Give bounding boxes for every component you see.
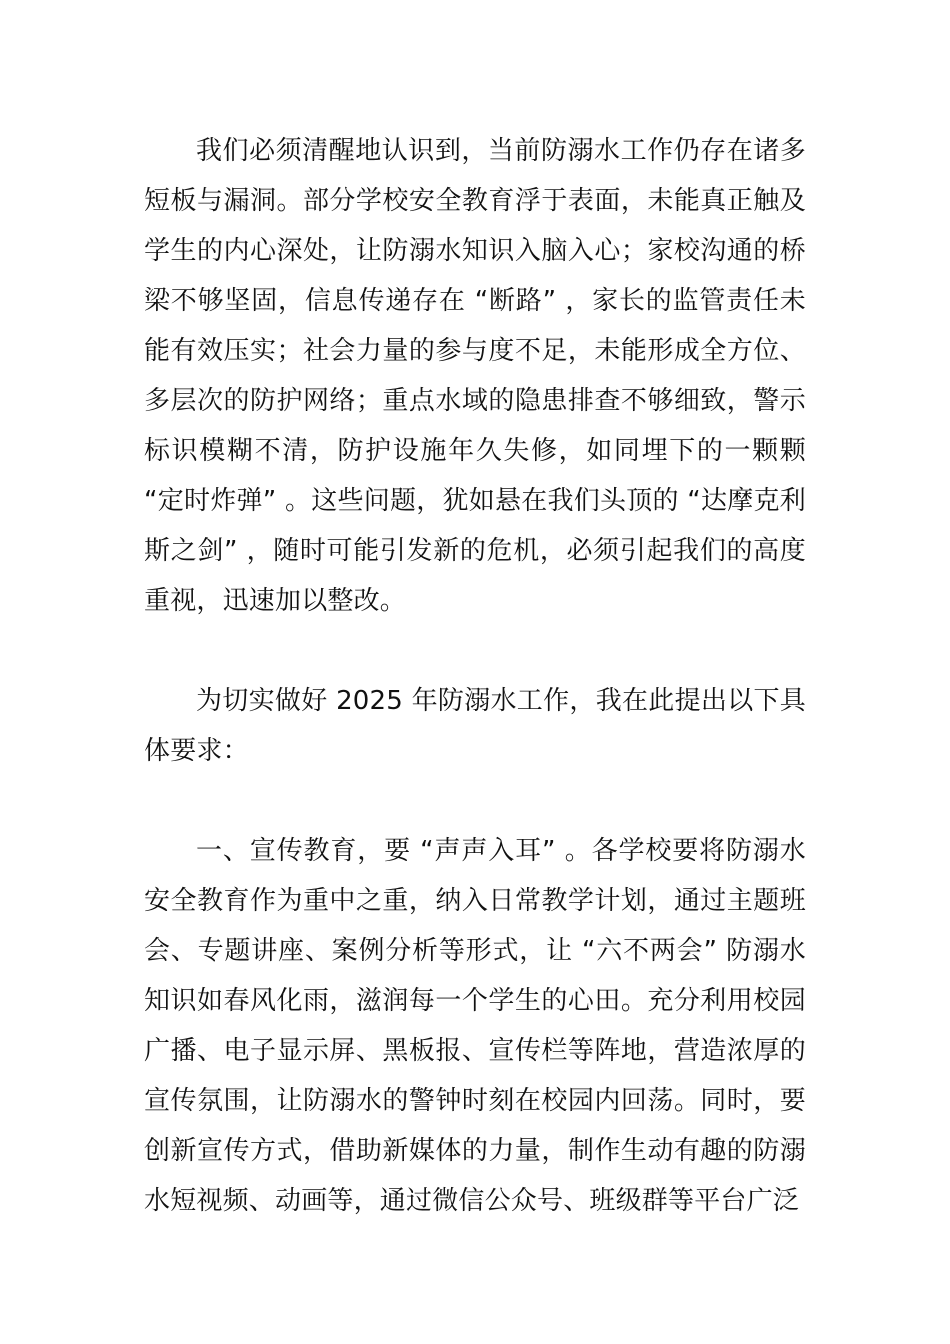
paragraph-spacer bbox=[144, 626, 806, 676]
document-body bbox=[144, 126, 806, 1226]
paragraph-spacer bbox=[144, 776, 806, 826]
paragraph-requirements-intro: 为切实做好 2025 年防溺水工作，我在此提出以下具体要求： bbox=[144, 686, 806, 766]
paragraph-publicity-education: 一、宣传教育，要 “声声入耳” 。各学校要将防溺水安全教育作为重中之重，纳入日常教学计划，通过主题班会、专题讲座、案例分析等形式，让 “六不两会” 防溺水知识如春风化雨，滋润每一个学生的心田。充分利用校园广播、电子显示屏、黑板报、宣传栏等阵地，营造浓厚的宣传氛围，让防溺水的警钟时刻在校园内回荡。同时，要创新宣传方式，借助新媒体的力量，制作生动有趣的防溺水短视频、动画等，通过微信公众号、班级群等平台广泛 bbox=[144, 836, 806, 1216]
paragraph-problems: 我们必须清醒地认识到，当前防溺水工作仍存在诸多短板与漏洞。部分学校安全教育浮于表面，未能真正触及学生的内心深处，让防溺水知识入脑入心；家校沟通的桥梁不够坚固，信息传递存在 “断路” ，家长的监管责任未能有效压实；社会力量的参与度不足，未能形成全方位、多层次的防护网络；重点水域的隐患排查不够细致，警示标识模糊不清，防护设施年久失修，如同埋下的一颗颗 “定时炸弹” 。这些问题，犹如悬在我们头顶的 “达摩克利斯之剑” ，随时可能引发新的危机，必须引起我们的高度重视，迅速加以整改。 bbox=[144, 136, 806, 616]
